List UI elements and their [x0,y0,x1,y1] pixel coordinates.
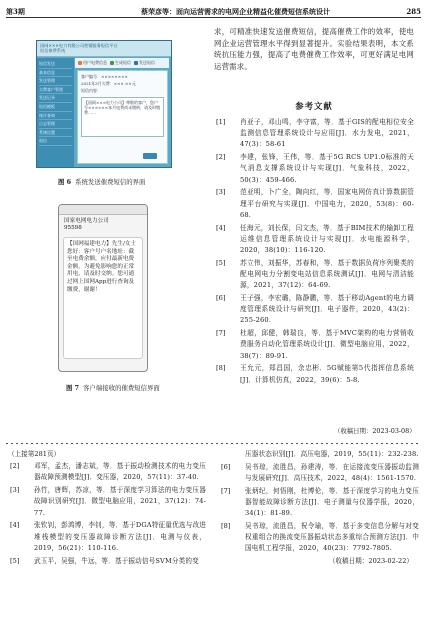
reference-index: [7] [216,329,226,338]
fig6-sidebar-item: 退出 [39,137,72,146]
fig6-panel [77,70,168,164]
continued-references-left [8,449,206,568]
reference-text: 王子强，李宏璐，陈静鹏，等．基于移动Agent的电力调度管理系统设计与研究[J]．电子器件，2020，43(2)：255-260. [240,294,414,325]
fig6-sidebar-item: 日志管理 [39,120,72,129]
reference-index [219,449,245,460]
fig6-tab [110,60,131,66]
reference-item [214,187,414,221]
reference-index: [3] [10,486,20,495]
fig6-message-box: 【国网×××电力公司】尊敬的客户，您户号××××××本月电费尚未缴纳，请及时缴费…… [81,97,164,137]
fig6-tabs [75,58,169,68]
fig6-panel-row: 2021年3月欠费：×××.××元 [81,81,136,86]
reference-item [219,521,419,555]
fig6-banner [37,41,171,57]
reference-text: 张炳纪，何悟刚，杜博伦，等．基于深度学习的电力变压器智能故障诊断方法[J]．电子测量与仪器学报，2020，34(1)：81-89. [245,486,419,518]
received-date: （收稿日期：2023-03-08） [334,427,416,435]
continued-references-right [219,449,419,567]
issue-number: 第3期 [6,7,25,16]
fig6-tab [78,60,107,66]
reference-item [214,328,414,362]
reference-text: 吴书琼，流胜昌，孙建涛，等．在运接流变压器振动监测与发展研究[J]．高压技术，2022，48(4)：1561-1570. [245,462,419,482]
fig7-message-bubble [63,237,143,359]
reference-index: [2] [10,462,20,471]
references-list [214,117,414,387]
reference-item [219,462,419,484]
reference-index: [8] [221,522,231,530]
continued-label: （上接第281页） [8,450,61,458]
fig7-status-bar [59,205,147,215]
reference-item [214,258,414,292]
fig6-tab-icon [78,61,82,65]
fig6-sidebar-item: 发送记录 [39,94,72,103]
reference-text: 压器状态识别[J]．高压电器，2019，55(11)：232-238. [245,450,419,458]
reference-text: 苏立伟，刘振华，苏春和，等．基于数据负荷序列聚类的配电网电力分割变电站信息系统测试[J]．电网与清洁能源，2021，37(12)：64-69. [240,258,414,290]
fig6-tab-label: 发送短信 [139,60,155,65]
fig6-tab-icon [110,61,114,65]
figure-7-caption [66,383,160,392]
conclusion-paragraph: 求，可精准快速发送催费短信，提高催费工作的效率，使电网企业运营管理水平得到显著提升。实验结果表明，本文系统抗压能力强，提高了电费催费工作效率，可更好满足电网运营需求。 [214,27,414,71]
fig6-send-button [143,153,157,159]
reference-text: 张钦钊，彭鸿博，李钊，等．基于DGA特征量优选与改进堆栈模型的变压器故障诊断方法[J]．电测与仪表，2019，56(21)：110-116. [34,521,206,552]
fig6-sidebar-item: 短信模板 [39,103,72,112]
fig6-sidebar-item: 欠费客户管理 [39,86,72,95]
fig6-banner-line1: 国网×××电力有限公司营销服务短信平台 [40,43,118,48]
reference-item [214,363,414,385]
fig6-sidebar [37,58,74,167]
fig7-sender-number: 95598 [64,225,82,231]
running-title: 蔡荣彦等：面向运营需求的电网企业精益化催费短信系统设计 [141,7,330,16]
section-divider [6,442,421,446]
fig6-tab [134,60,155,66]
fig6-sidebar-item: 短信发送 [39,60,72,69]
figure-6-caption [58,177,145,186]
reference-item [8,556,206,567]
reference-index: [5] [10,556,20,565]
reference-text: 肖亚子，邓山鸣，李守富，等．基于GIS的配电相位安全监测信息管理系统设计与应用[J]．水力发电，2021，47(3)：58-61 [240,118,414,149]
reference-item [8,485,206,519]
reference-index: [6] [216,294,226,303]
reference-item [219,486,419,520]
fig6-sidebar-item: 统计查询 [39,112,72,121]
reference-index: [7] [221,486,231,495]
fig6-sidebar-item: 系统设置 [39,129,72,138]
reference-index: [2] [216,153,226,162]
reference-text: 武玉平，吴强，牛远，等．基于振动信号SVM分类的变 [34,556,199,565]
reference-item [214,293,414,327]
figure-7-number: 图 7 [66,384,80,392]
fig6-banner-line2: 短信催费系统 [40,48,66,53]
reference-item [8,520,206,554]
fig6-tab-label: 生成短信 [115,60,131,65]
reference-item [214,152,414,186]
fig6-panel-row: 短信内容： [81,88,101,93]
reference-index: [4] [216,223,226,232]
reference-item [214,117,414,151]
figure-6-number: 图 6 [58,178,72,186]
reference-item [219,449,419,460]
reference-text: 邓军，孟杰，潘志斌，等．基于振动检测技术的电力变压器故障预测模型[J]．变压器，2020，57(11)：37-40. [34,462,206,482]
reference-text: 李建，张锋，王伟，等．基于5G RCS UP1.0标准的天气消息支撑系统设计与实现[J]．气象科技，2022，50(3)：459-466. [240,153,414,184]
figure-7-phone-screenshot [58,204,148,372]
reference-text: 孙竹，唐辉，苏凉，等．基于深度学习算法的电力变压器故障识别研究[J]．微型电脑应用，2021，37(12)：74-77. [34,486,206,517]
reference-text: 范亚明，卜广全，陶向红，等．国家电网仿真计算数据管理平台研究与实现[J]．中国电力，2020，53(8)：60-68. [240,188,414,219]
reference-text: 任海元，刘长保，闫文杰，等．基于BIM技术的输卸工程运维信息管理系统设计与实现[J]．水电能源科学，2020，38(10)：116-120. [240,223,414,255]
reference-index: [8] [216,364,226,373]
reference-index: [5] [216,258,226,267]
reference-text: 王允元，郑昌国，余忠彬．5G赋能第5代指挥信息系统[J]．计算机仿真，2022，39(6)：5-8. [240,364,414,384]
page-number: 285 [406,7,421,16]
received-date-bottom: （收稿日期：2023-02-22） [328,557,413,566]
fig7-message-text: 【国网福建电力】先生/女士您好：客户号户名地址：截至电费余额，应付最新电费金额。为避免影响您的正常用电，请及时交纳。您可通过网上国网App进行查询及缴费，谢谢！ [67,241,137,293]
fig7-sender [59,215,147,234]
fig6-panel-row: 客户编号：×××××××× [81,74,128,79]
reference-text: 杜超，邱健，韩瑞良，等．基于MVC架构的电力营销收费服务自动化管理系统设计[J]．微型电脑应用，2022，38(7)：89-91. [240,329,414,360]
fig6-tab-label: 用户电费信息 [83,60,107,65]
figure-6-caption-text: 系统发送催费短信的界面 [75,178,146,186]
reference-index: [4] [10,521,20,530]
reference-index: [6] [221,462,231,471]
figure-6-screenshot [36,40,172,168]
reference-index: [3] [216,188,226,197]
reference-index: [1] [216,118,226,126]
reference-text: 吴书琼，流胜昌，祝令瑜，等．基于多变信息分解与对变权重组合的换流变压器振动状态多重综合预测方法[J]．中国电机工程学报，2020，40(23)：7792-7805. [245,522,419,553]
fig6-sidebar-item: 基本信息 [39,69,72,78]
reference-item [214,223,414,257]
fig6-tab-icon [134,61,138,65]
fig7-sender-name: 国家电网电力公司 [64,218,109,224]
reference-item [8,461,206,483]
references-heading: 参考文献 [295,101,333,111]
fig6-sidebar-item: 发送管理 [39,77,72,86]
header-rule [6,17,421,18]
figure-7-caption-text: 客户端接收的催费短信界面 [83,384,160,392]
